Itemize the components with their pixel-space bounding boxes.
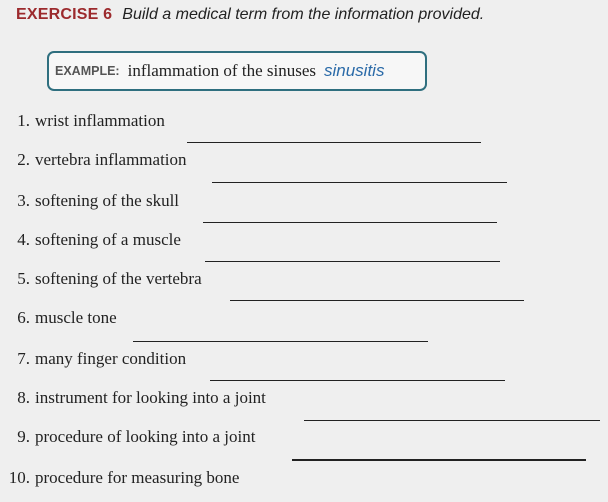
list-item (0, 427, 608, 451)
list-item (0, 349, 608, 373)
item-number: 5. (17, 269, 30, 288)
answer-line[interactable] (205, 261, 500, 262)
answer-line[interactable] (292, 459, 586, 461)
item-text: instrument for looking into a joint (35, 388, 266, 407)
item-text: wrist inflammation (35, 111, 165, 130)
answer-line[interactable] (133, 341, 428, 342)
item-text: many finger condition (35, 349, 187, 368)
item-text: softening of the skull (35, 191, 180, 210)
item-text: muscle tone (35, 308, 117, 327)
list-item (0, 468, 608, 492)
item-number: 4. (17, 230, 30, 249)
list-item (0, 388, 608, 412)
answer-line[interactable] (230, 300, 524, 301)
item-text: procedure of looking into a joint (35, 427, 256, 446)
item-text: softening of a muscle (35, 230, 181, 249)
item-number: 2. (17, 150, 30, 169)
item-text: vertebra inflammation (35, 150, 187, 169)
item-number: 6. (17, 308, 30, 327)
example-text: inflammation of the sinuses (127, 61, 316, 80)
exercise-instruction: Build a medical term from the information provided. (122, 6, 485, 23)
example-box (47, 51, 427, 91)
list-item (0, 191, 608, 215)
list-item (0, 150, 608, 174)
list-item (0, 308, 608, 332)
item-text: softening of the vertebra (35, 269, 202, 288)
item-number: 1. (17, 111, 30, 130)
answer-line[interactable] (304, 420, 600, 421)
item-number: 10. (8, 468, 30, 487)
item-text: procedure for measuring bone (35, 468, 240, 487)
answer-line[interactable] (203, 222, 497, 223)
example-answer: sinusitis (323, 61, 385, 80)
item-number: 7. (17, 349, 30, 368)
answer-line[interactable] (210, 380, 505, 381)
list-item (0, 230, 608, 254)
exercise-label: EXERCISE 6 (16, 6, 113, 23)
list-item (0, 269, 608, 293)
exercise-header (16, 6, 484, 24)
item-number: 3. (17, 191, 30, 210)
answer-line[interactable] (212, 182, 507, 183)
item-number: 8. (17, 388, 30, 407)
answer-line[interactable] (187, 142, 481, 143)
item-number: 9. (17, 427, 30, 446)
example-label: EXAMPLE: (55, 64, 120, 78)
list-item (0, 111, 608, 135)
